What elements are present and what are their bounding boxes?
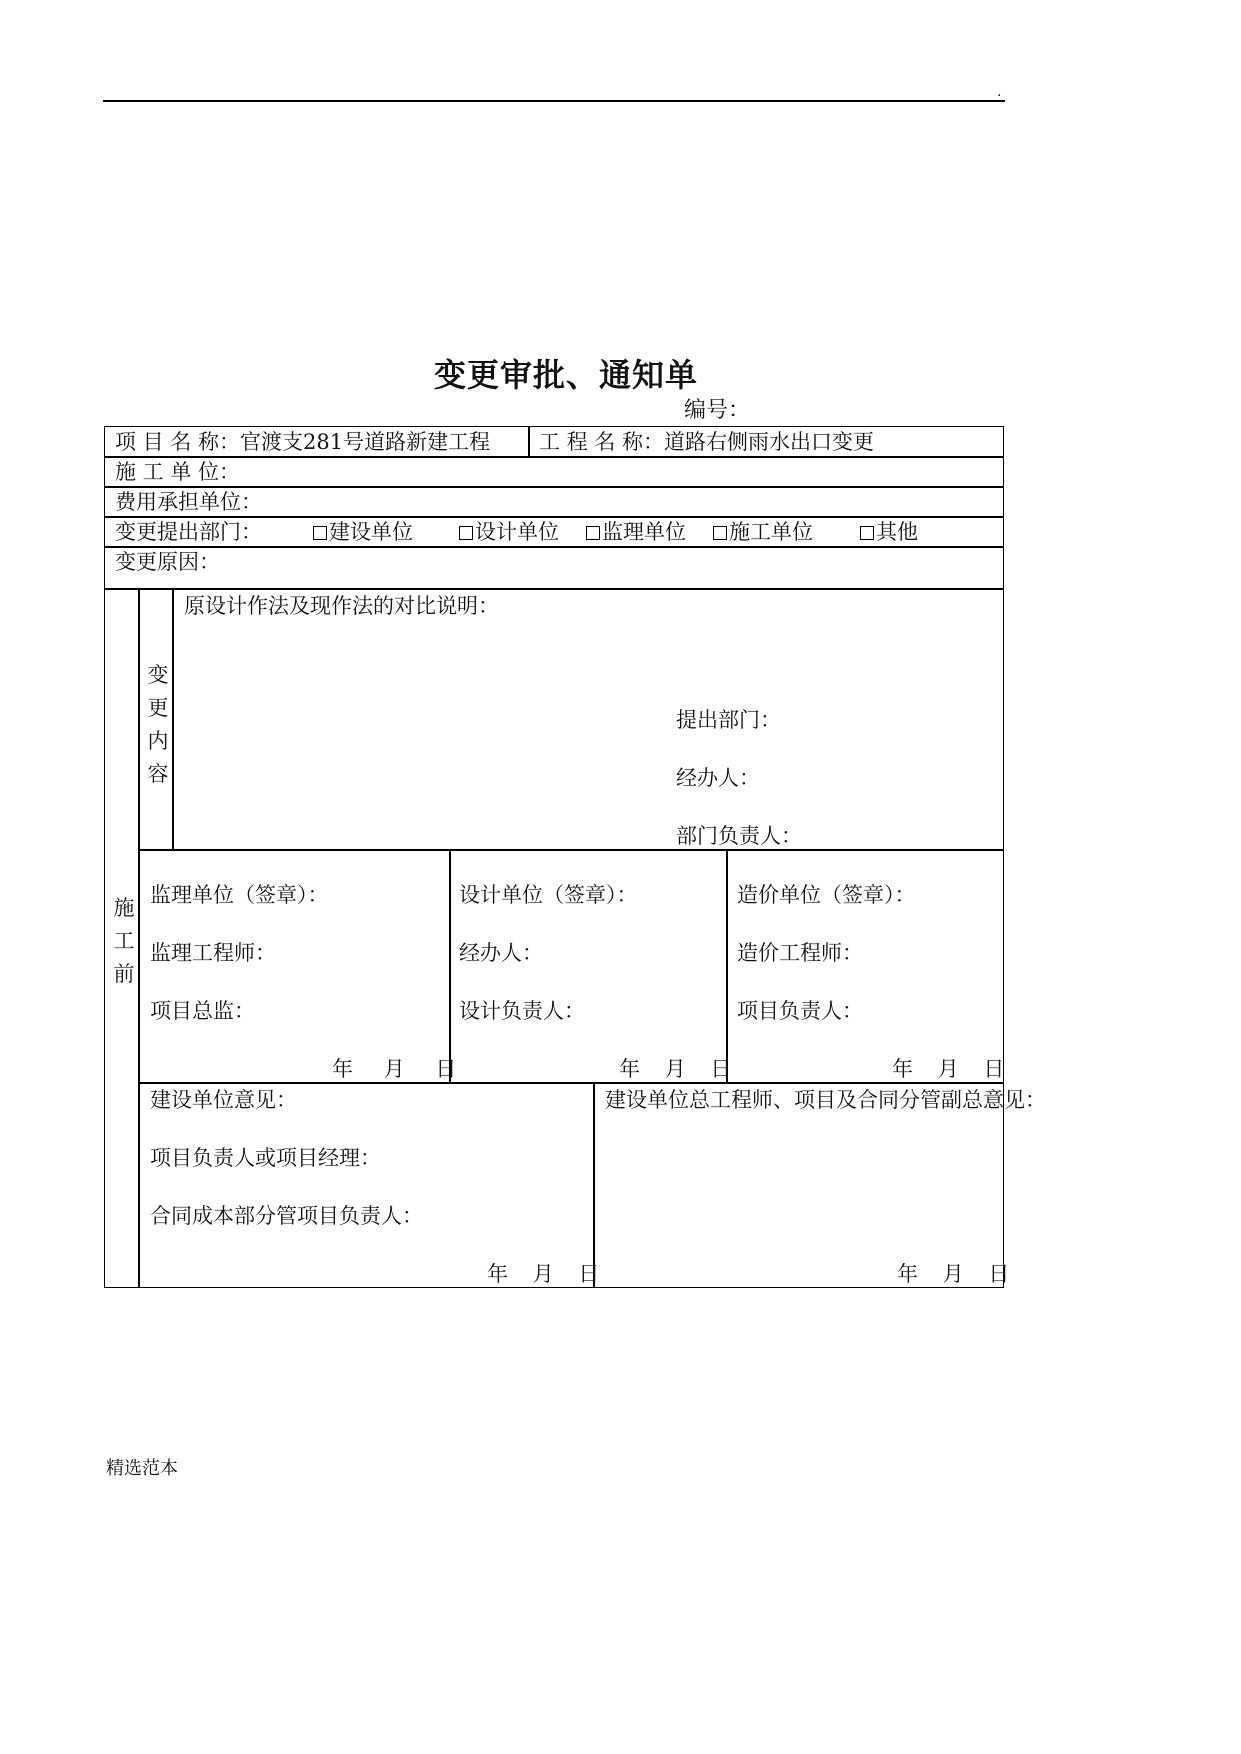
owner-opinion: 建设单位意见： — [150, 1088, 297, 1112]
engineering-name: 工 程 名 称：道路右侧雨水出口变更 — [539, 430, 875, 454]
day-label: 日 — [988, 1262, 1010, 1286]
dept-label: 变更提出部门： — [115, 520, 262, 544]
cost-engineer: 造价工程师： — [737, 941, 863, 965]
month-label: 月 — [383, 1057, 405, 1081]
cost-head: 项目负责人： — [737, 999, 863, 1023]
row-divider — [104, 456, 1004, 458]
owner-chief-date — [897, 1262, 1009, 1286]
owner-manager: 项目负责人或项目经理： — [150, 1146, 381, 1170]
checkbox-icon[interactable] — [459, 526, 473, 540]
owner-chief-opinion: 建设单位总工程师、项目及合同分管副总意见： — [605, 1088, 1046, 1112]
col-divider — [138, 588, 140, 1288]
year-label: 年 — [619, 1057, 640, 1081]
checkbox-icon[interactable] — [313, 526, 327, 540]
design-unit: 设计单位（签章）： — [459, 883, 638, 907]
month-label: 月 — [942, 1262, 964, 1286]
design-handler: 经办人： — [459, 941, 543, 965]
owner-contract: 合同成本部分管项目负责人： — [150, 1204, 423, 1228]
row-divider — [138, 1082, 1004, 1084]
header-rule — [103, 100, 1005, 102]
cost-unit: 费用承担单位： — [115, 490, 262, 514]
month-label: 月 — [937, 1057, 959, 1081]
dept-option-design[interactable]: 设计单位 — [459, 520, 559, 544]
row-divider — [104, 516, 1004, 518]
row-divider — [104, 546, 1004, 548]
project-name: 项 目 名 称：官渡支281号道路新建工程 — [115, 430, 491, 454]
col-divider — [528, 426, 530, 457]
day-label: 日 — [983, 1057, 1005, 1081]
design-date — [619, 1057, 731, 1081]
supervision-chief: 项目总监： — [150, 999, 255, 1023]
dept-option-construction[interactable]: 施工单位 — [713, 520, 813, 544]
dept-option-other[interactable]: 其他 — [860, 520, 918, 544]
year-label: 年 — [892, 1057, 913, 1081]
month-label: 月 — [532, 1262, 554, 1286]
year-label: 年 — [897, 1262, 918, 1286]
dept-option-owner[interactable]: 建设单位 — [313, 520, 413, 544]
checkbox-icon[interactable] — [713, 526, 727, 540]
design-head: 设计负责人： — [459, 999, 585, 1023]
day-label: 日 — [578, 1262, 600, 1286]
row-divider — [104, 588, 1004, 590]
col-divider — [593, 1082, 595, 1288]
content-handler: 经办人： — [676, 766, 760, 790]
month-label: 月 — [664, 1057, 686, 1081]
header-dot: . — [997, 84, 1002, 100]
dept-option-supervision[interactable]: 监理单位 — [586, 520, 686, 544]
cost-date — [892, 1057, 1004, 1081]
year-label: 年 — [332, 1057, 353, 1081]
supervision-unit: 监理单位（签章）： — [150, 883, 329, 907]
proposer-dept: 提出部门： — [676, 708, 781, 732]
construction-unit: 施 工 单 位： — [115, 460, 241, 484]
col-divider — [172, 588, 174, 850]
checkbox-icon[interactable] — [586, 526, 600, 540]
day-label: 日 — [435, 1057, 457, 1081]
cost-unit-sign: 造价单位（签章）： — [737, 883, 916, 907]
day-label: 日 — [710, 1057, 732, 1081]
compare-description: 原设计作法及现作法的对比说明： — [184, 594, 499, 618]
change-content-label: 变更内容 — [147, 663, 169, 786]
footer-text: 精选范本 — [106, 1458, 178, 1479]
pre-construction-label: 施工前 — [113, 896, 135, 986]
col-divider — [449, 849, 451, 1082]
col-divider — [726, 849, 728, 1082]
owner-date — [487, 1262, 599, 1286]
year-label: 年 — [487, 1262, 508, 1286]
checkbox-icon[interactable] — [860, 526, 874, 540]
row-divider — [138, 849, 1004, 851]
page-title: 变更审批、通知单 — [434, 356, 699, 394]
number-label: 编号： — [684, 398, 751, 423]
supervision-date — [332, 1057, 456, 1081]
content-dept-head: 部门负责人： — [676, 824, 802, 848]
supervision-engineer: 监理工程师： — [150, 941, 276, 965]
row-divider — [104, 486, 1004, 488]
change-reason: 变更原因： — [115, 550, 220, 574]
